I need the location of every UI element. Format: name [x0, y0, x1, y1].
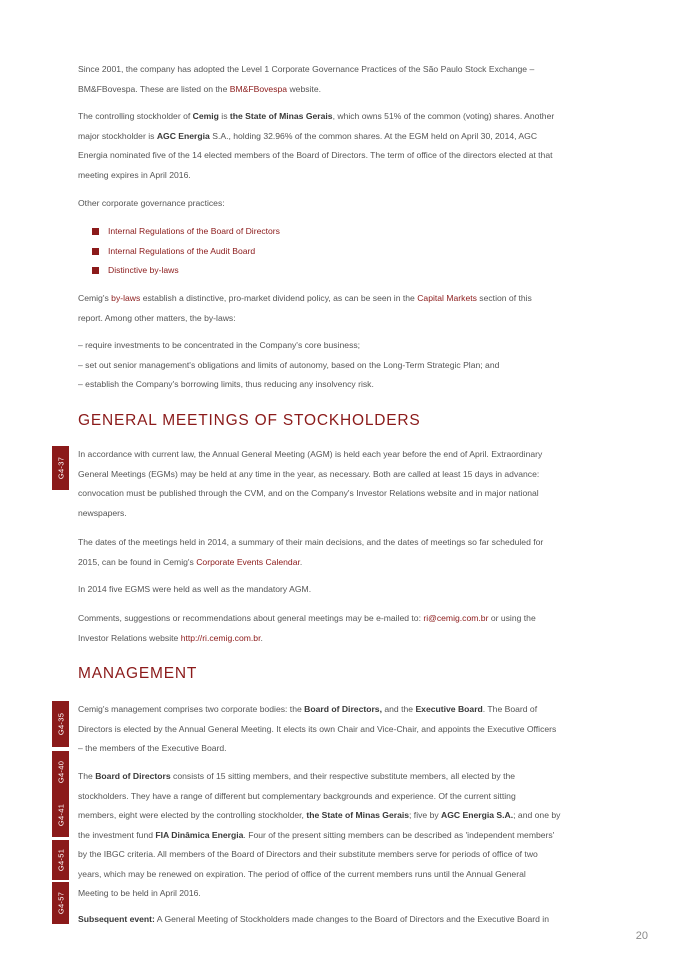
capital-markets-link[interactable]: Capital Markets	[417, 293, 477, 303]
ri-website-link[interactable]: http://ri.cemig.com.br	[180, 632, 261, 643]
paragraph-listing: Since 2001, the company has adopted the Level 1 Corporate Governance Practices of the São Paulo Stock Exchange – BM&FBovespa. These are listed on the BM&FBovespa website.	[78, 64, 535, 94]
gri-tag-g4-41: G4-41	[52, 792, 69, 837]
paragraph-stockholders: The controlling stockholder of Cemig is the State of Minas Gerais, which owns 51% of the common (voting) shares. Another major stockholder is AGC Energia S.A., holding 32.96% of the common shares. At the EGM held on April 30, 2014, AGC Energia nominated five of the 14 elected members of the Board of Directors. The term of office of the directors elected at that meeting expires in April 2016.	[78, 111, 555, 180]
paragraph-management-bodies: Cemig's management comprises two corporate bodies: the Board of Directors, and the Executive Board. The Board of Directors is elected by the Annual General Meeting. It elects its own Chair and Vice-Chair, and appoints the Executive Officers – the members of the Executive Board.	[78, 704, 557, 753]
practice-link-board-regulations[interactable]: Internal Regulations of the Board of Directors	[108, 226, 280, 236]
bullet-square-icon	[92, 267, 99, 274]
bullet-square-icon	[92, 228, 99, 235]
paragraph-practices-intro: Other corporate governance practices:	[78, 198, 225, 208]
practices-list	[92, 222, 280, 281]
paragraph-meeting-dates: The dates of the meetings held in 2014, a summary of their main decisions, and the dates of meetings so far scheduled for 2015, can be found in Cemig's Corporate Events Calendar.	[78, 537, 544, 567]
paragraph-comments: Comments, suggestions or recommendations about general meetings may be e-mailed to: ri@cemig.com.br or using the Investor Relations website http://ri.cemig.com.br.	[78, 613, 536, 643]
corporate-events-calendar-link[interactable]: Corporate Events Calendar	[196, 556, 300, 567]
list-item	[92, 261, 280, 281]
list-item	[92, 222, 280, 242]
gri-tag-g4-35: G4-35	[52, 701, 69, 747]
list-item	[92, 242, 280, 262]
gri-tag-g4-40: G4-40	[52, 751, 69, 792]
section-heading-general-meetings: GENERAL MEETINGS OF STOCKHOLDERS	[78, 412, 421, 429]
paragraph-agm: In accordance with current law, the Annual General Meeting (AGM) is held each year before the end of April. Extraordinary General Meetings (EGMs) may be held at any time in the year, as necessary. Both are called at least 15 days in advance: convocation must be published through the CVM, and on the Company's Investor Relations website and in major national newspapers.	[78, 449, 543, 518]
practice-link-bylaws[interactable]: Distinctive by-laws	[108, 265, 179, 275]
bullet-square-icon	[92, 248, 99, 255]
gri-tag-g4-51: G4-51	[52, 840, 69, 880]
paragraph-egms-held: In 2014 five EGMS were held as well as the mandatory AGM.	[78, 584, 312, 594]
ri-email-link[interactable]: ri@cemig.com.br	[423, 613, 489, 623]
gri-tag-g4-37: G4-37	[52, 446, 69, 490]
gri-tag-g4-57: G4-57	[52, 882, 69, 924]
paragraph-bylaws: Cemig's by-laws establish a distinctive, pro-market dividend policy, as can be seen in the Capital Markets section of this report. Among other matters, the by-laws:	[78, 293, 532, 323]
bylaw-point-borrowing: – establish the Company's borrowing limits, thus reducing any insolvency risk.	[78, 379, 374, 389]
bylaw-point-investments: – require investments to be concentrated in the Company's core business;	[78, 340, 361, 350]
paragraph-board-of-directors: The Board of Directors consists of 15 sitting members, and their respective substitute members, all elected by the stockholders. They have a range of different but complementary backgrounds and experience. Of the current sitting members, eight were elected by the controlling stockholder, the State of Minas Gerais; five by AGC Energia S.A.; and one by the investment fund FIA Dinâmica Energia. Four of the present sitting members can be described as 'independent members' by the IBGC criteria. All members of the Board of Directors and their substitute members serve for periods of office of two years, which may be renewed on expiration. The period of office of the current members runs until the Annual General Meeting to be held in April 2016.	[78, 771, 561, 898]
bylaw-point-obligations: – set out senior management's obligations and limits of autonomy, based on the Long-Term Strategic Plan; and	[78, 360, 500, 370]
practice-link-audit-regulations[interactable]: Internal Regulations of the Audit Board	[108, 245, 256, 256]
paragraph-subsequent-event: Subsequent event: A General Meeting of Stockholders made changes to the Board of Directors and the Executive Board in	[78, 914, 549, 924]
bylaws-link[interactable]: by-laws	[111, 293, 141, 303]
page-number: 20	[635, 930, 648, 942]
section-heading-management: MANAGEMENT	[78, 665, 198, 682]
bmfbovespa-link[interactable]: BM&FBovespa	[229, 83, 288, 94]
